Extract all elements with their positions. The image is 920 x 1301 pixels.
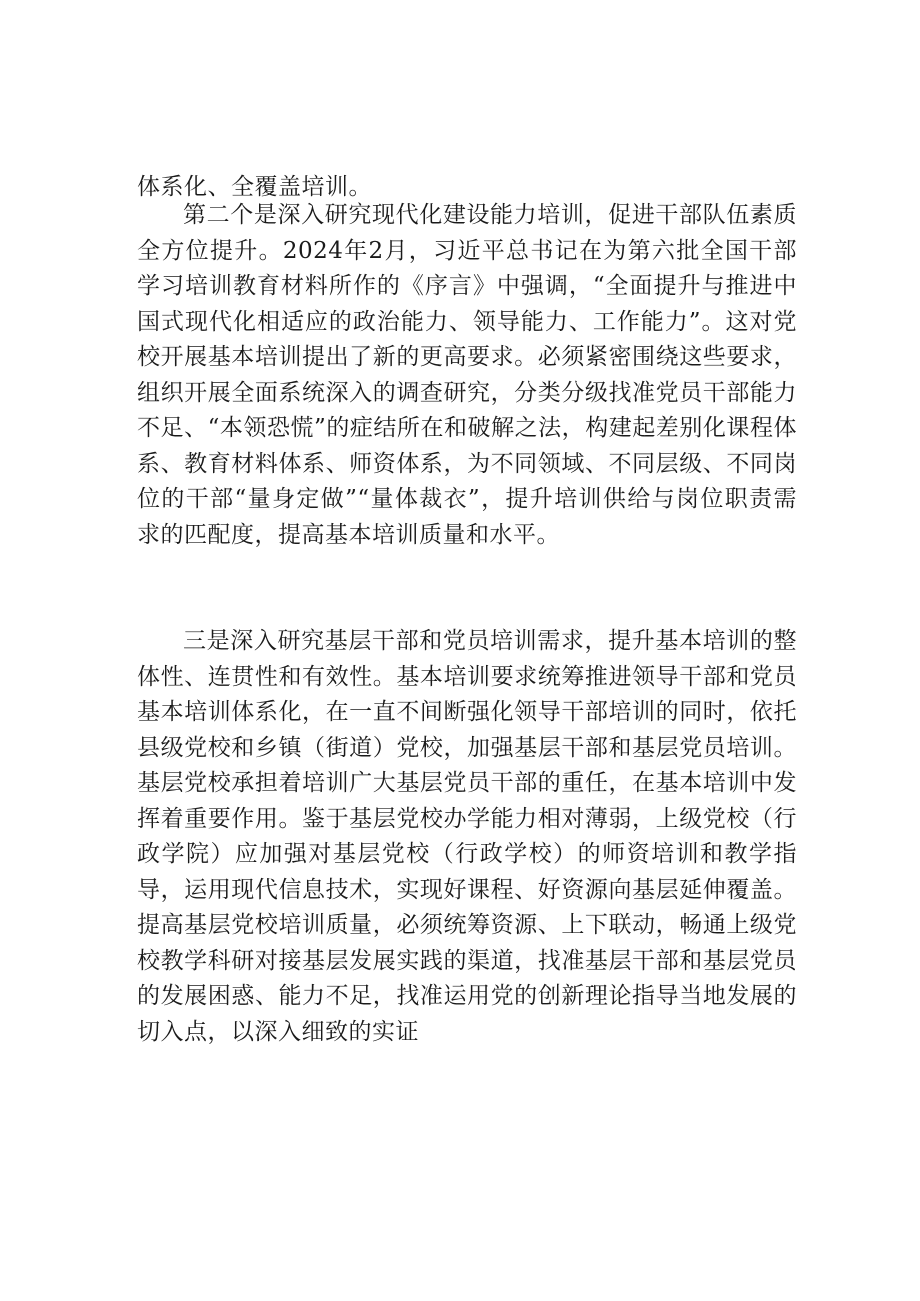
paragraph-1-text: 体系化、全覆盖培训。	[137, 174, 372, 200]
paragraph-second-point	[137, 198, 797, 553]
paragraph-3-text: 三是深入研究基层干部和党员培训需求，提升基本培训的整体性、连贯性和有效性。基本培训要求统筹推进领导干部和党员基本培训体系化，在一直不间断强化领导干部培训的同时，依托县级党校和乡镇（街道）党校，加强基层干部和基层党员培训。基层党校承担着培训广大基层党员干部的重任，在基本培训中发挥着重要作用。鉴于基层党校办学能力相对薄弱，上级党校（行政学院）应加强对基层党校（行政学校）的师资培训和教学指导，运用现代信息技术，实现好课程、好资源向基层延伸覆盖。提高基层党校培训质量，必须统筹资源、上下联动，畅通上级党校教学科研对接基层发展实践的渠道，找准基层干部和基层党员的发展困惑、能力不足，找准运用党的创新理论指导当地发展的切入点，以深入细致的实证	[137, 628, 797, 1045]
paragraph-third-point	[137, 624, 797, 1050]
paragraph-2-text: 第二个是深入研究现代化建设能力培训，促进干部队伍素质全方位提升。2024年2月，习近平总书记在为第六批全国干部学习培训教育材料所作的《序言》中强调，“全面提升与推进中国式现代化相适应的政治能力、领导能力、工作能力”。这对党校开展基本培训提出了新的更高要求。必须紧密围绕这些要求，组织开展全面系统深入的调查研究，分类分级找准党员干部能力不足、“本领恐慌”的症结所在和破解之法，构建起差别化课程体系、教育材料体系、师资体系，为不同领域、不同层级、不同岗位的干部“量身定做”“量体裁衣”，提升培训供给与岗位职责需求的匹配度，提高基本培训质量和水平。	[137, 202, 797, 548]
